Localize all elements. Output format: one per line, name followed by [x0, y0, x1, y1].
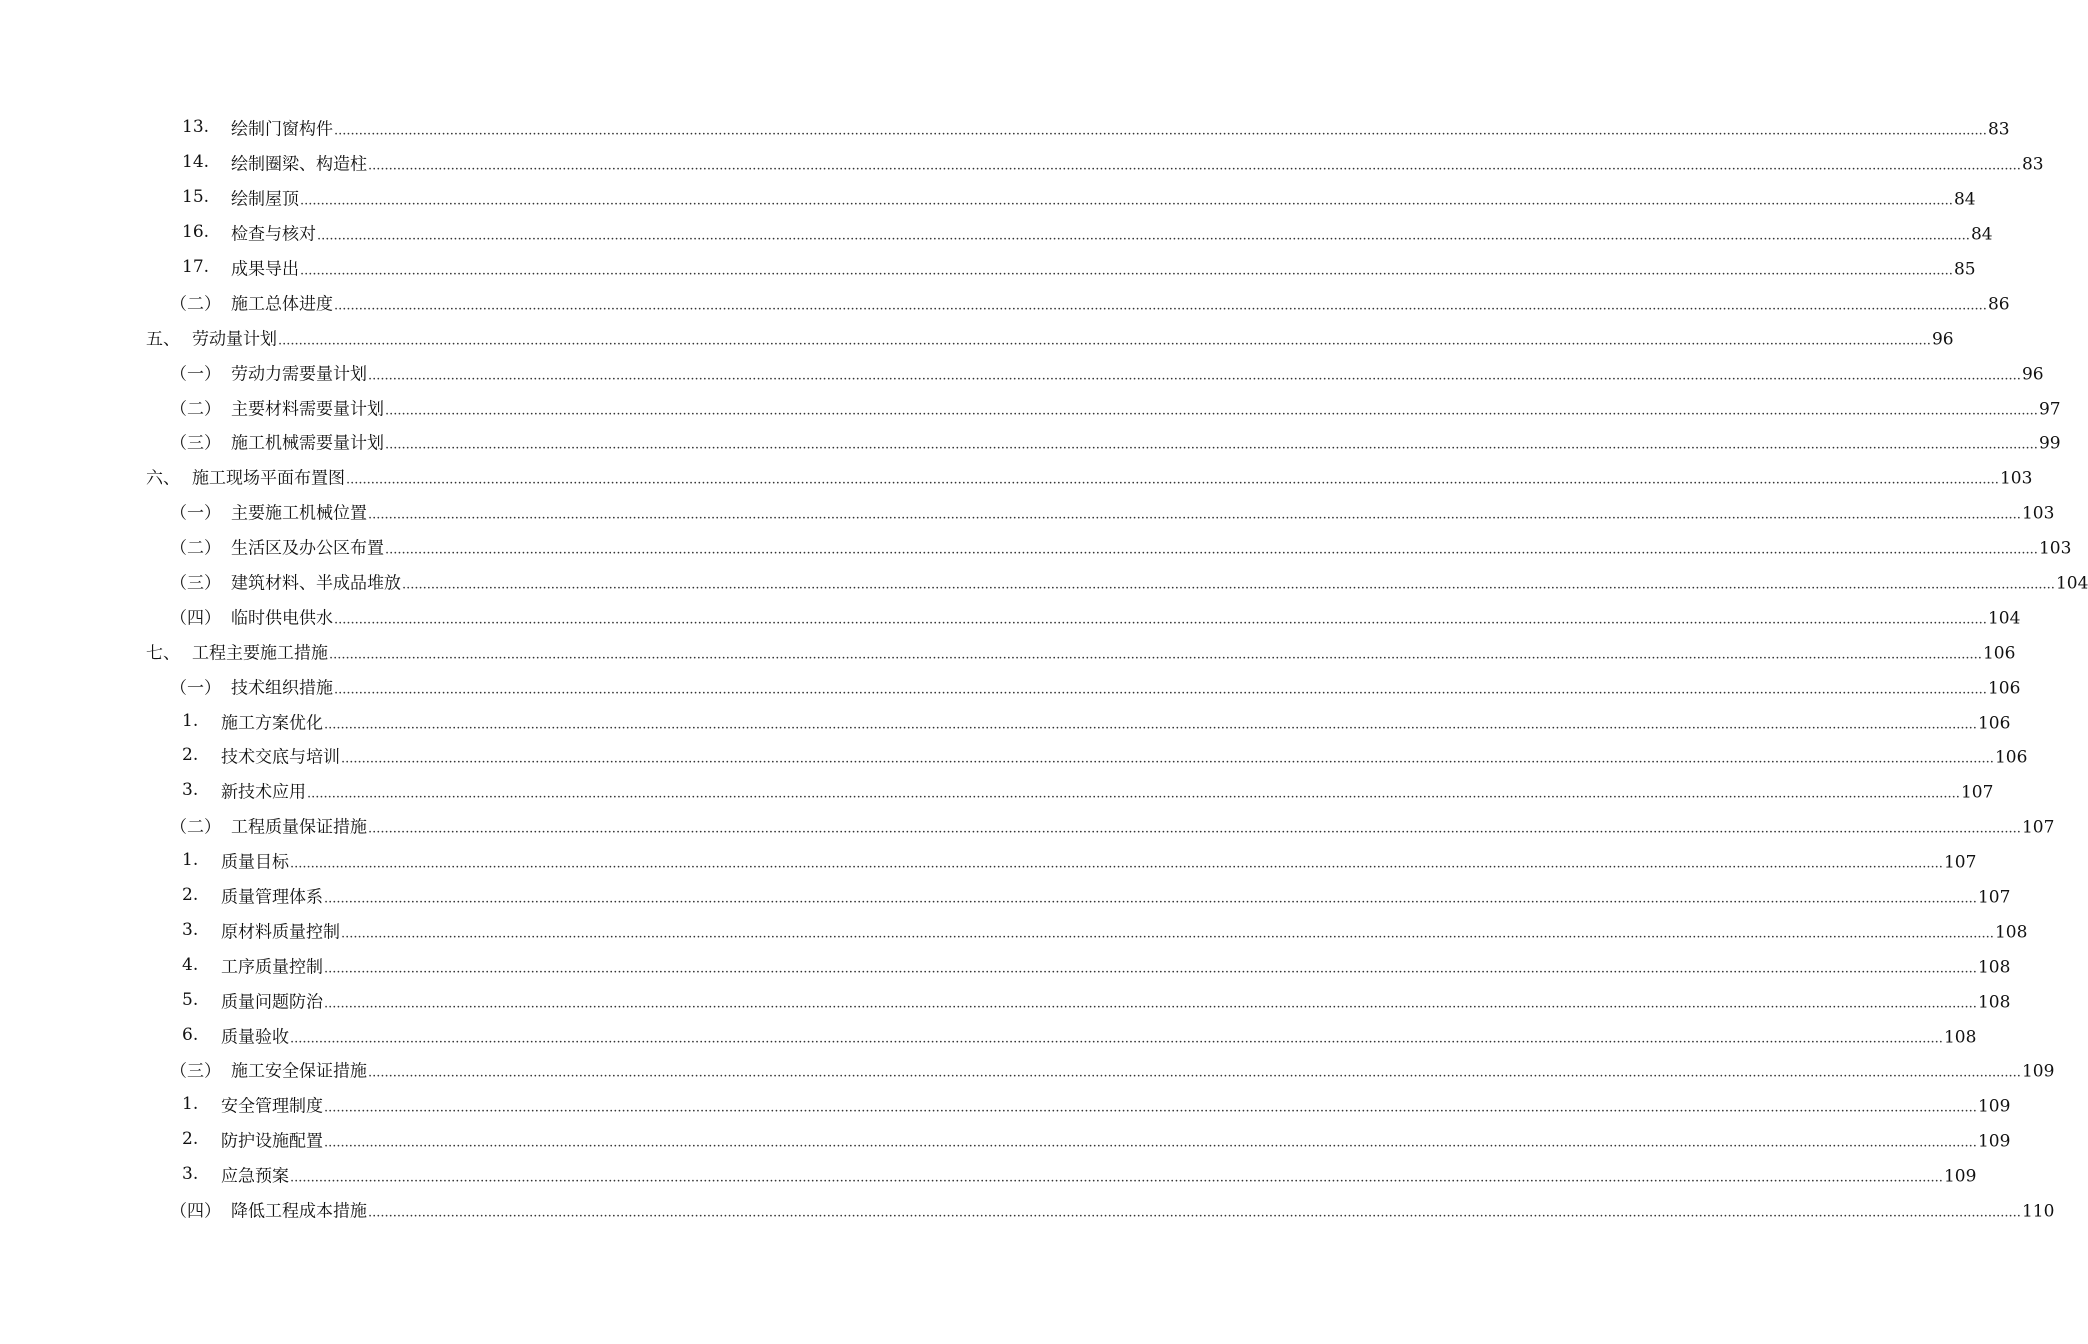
toc-entry-page-number: 84	[1953, 189, 1976, 210]
toc-entry-body	[221, 1022, 1977, 1048]
toc-entry-title: 防护设施配置	[221, 1131, 323, 1152]
toc-dot-leader: ................................................................................................................................................................................................................................................................................................................................................................................................................	[324, 996, 1977, 1012]
toc-entry-body	[221, 778, 1994, 803]
toc-entry-number: （三）	[170, 433, 221, 454]
toc-entry[interactable]	[0, 947, 2011, 982]
toc-entry-title: 工程主要施工措施	[192, 643, 328, 664]
toc-dot-leader: ................................................................................................................................................................................................................................................................................................................................................................................................................	[300, 263, 1953, 279]
toc-entry[interactable]	[0, 1192, 2055, 1227]
toc-entry-body	[221, 987, 2011, 1013]
toc-entry-number: （三）	[170, 573, 221, 594]
toc-entry-page-number: 85	[1953, 259, 1976, 280]
toc-entry-page-number: 107	[1960, 782, 1994, 803]
toc-entry-title: 检查与核对	[231, 224, 316, 245]
toc-entry-body	[221, 708, 2011, 734]
toc-entry-title: 建筑材料、半成品堆放	[231, 573, 401, 594]
toc-entry-number: 5.	[182, 989, 199, 1010]
toc-dot-leader: ................................................................................................................................................................................................................................................................................................................................................................................................................	[300, 193, 1953, 209]
table-of-contents	[0, 110, 2088, 1227]
toc-entry-title: 主要材料需要量计划	[231, 399, 384, 420]
toc-entry-body	[231, 429, 2061, 454]
toc-entry-body	[231, 115, 2010, 140]
toc-entry-body	[221, 743, 2028, 768]
toc-dot-leader: ................................................................................................................................................................................................................................................................................................................................................................................................................	[385, 437, 2038, 453]
toc-entry-body	[221, 848, 1977, 873]
toc-entry-page-number: 106	[1982, 643, 2016, 664]
toc-dot-leader: ................................................................................................................................................................................................................................................................................................................................................................................................................	[402, 577, 2055, 593]
toc-entry-number: 2.	[182, 885, 199, 906]
toc-entry-title: 应急预案	[221, 1166, 289, 1187]
toc-entry-body	[231, 255, 1976, 280]
toc-entry-page-number: 108	[1977, 957, 2011, 978]
toc-entry-page-number: 103	[1999, 468, 2033, 489]
toc-entry-page-number: 97	[2038, 399, 2061, 420]
toc-dot-leader: ................................................................................................................................................................................................................................................................................................................................................................................................................	[368, 158, 2021, 174]
toc-entry-body	[231, 1197, 2055, 1222]
toc-entry-page-number: 103	[2038, 538, 2072, 559]
toc-entry[interactable]	[0, 1017, 1977, 1052]
toc-entry[interactable]	[0, 738, 2028, 773]
toc-entry-title: 安全管理制度	[221, 1096, 323, 1117]
toc-entry-body	[221, 1127, 2011, 1152]
toc-entry-number: （一）	[170, 678, 221, 699]
toc-dot-leader: ................................................................................................................................................................................................................................................................................................................................................................................................................	[324, 891, 1977, 907]
toc-entry[interactable]	[0, 250, 1976, 285]
toc-entry-body	[231, 673, 2021, 699]
toc-entry[interactable]	[0, 1122, 2011, 1157]
toc-entry-number: （一）	[170, 503, 221, 524]
toc-entry-page-number: 99	[2038, 433, 2061, 454]
toc-entry-title: 质量管理体系	[221, 887, 323, 908]
toc-entry[interactable]	[0, 1052, 2055, 1087]
toc-entry[interactable]	[0, 878, 2011, 913]
toc-entry[interactable]	[0, 529, 2072, 564]
toc-entry[interactable]	[0, 459, 2033, 494]
toc-dot-leader: ................................................................................................................................................................................................................................................................................................................................................................................................................	[317, 228, 1970, 244]
toc-entry-number: 1.	[182, 850, 199, 871]
toc-entry-number: 五、	[146, 329, 180, 350]
toc-dot-leader: ................................................................................................................................................................................................................................................................................................................................................................................................................	[385, 542, 2038, 558]
toc-entry[interactable]	[0, 703, 2011, 738]
toc-entry-body	[231, 220, 1993, 245]
toc-entry[interactable]	[0, 912, 2028, 947]
toc-entry-number: （二）	[170, 294, 221, 315]
toc-entry-title: 工程质量保证措施	[231, 817, 367, 838]
toc-entry[interactable]	[0, 843, 1977, 878]
toc-entry-number: （四）	[170, 1201, 221, 1222]
toc-entry-body	[221, 952, 2011, 978]
toc-entry-title: 新技术应用	[221, 782, 306, 803]
toc-dot-leader: ................................................................................................................................................................................................................................................................................................................................................................................................................	[368, 1065, 2021, 1081]
toc-entry-title: 绘制圈梁、构造柱	[231, 154, 367, 175]
toc-dot-leader: ................................................................................................................................................................................................................................................................................................................................................................................................................	[385, 403, 2038, 419]
toc-entry-title: 技术交底与培训	[221, 747, 340, 768]
toc-entry[interactable]	[0, 598, 2021, 633]
toc-entry-number: 17.	[182, 257, 210, 277]
toc-entry-number: 6.	[182, 1024, 199, 1045]
toc-entry-title: 质量验收	[221, 1027, 289, 1048]
toc-entry-page-number: 103	[2021, 503, 2055, 524]
toc-dot-leader: ................................................................................................................................................................................................................................................................................................................................................................................................................	[324, 1135, 1977, 1151]
toc-entry-page-number: 83	[2021, 154, 2044, 175]
toc-entry-page-number: 106	[1994, 747, 2028, 768]
toc-dot-leader: ................................................................................................................................................................................................................................................................................................................................................................................................................	[368, 368, 2021, 384]
toc-dot-leader: ................................................................................................................................................................................................................................................................................................................................................................................................................	[334, 682, 1987, 698]
toc-entry-body	[221, 917, 2028, 943]
toc-entry-number: （二）	[170, 817, 221, 838]
toc-entry-number: 2.	[182, 745, 199, 766]
toc-entry[interactable]	[0, 284, 2010, 319]
toc-entry[interactable]	[0, 564, 2088, 599]
toc-entry-page-number: 109	[2021, 1061, 2055, 1082]
toc-entry-title: 施工现场平面布置图	[192, 468, 345, 489]
toc-entry-number: 七、	[146, 643, 180, 664]
toc-entry-body	[221, 1162, 1977, 1187]
toc-dot-leader: ................................................................................................................................................................................................................................................................................................................................................................................................................	[341, 751, 1994, 767]
toc-entry-number: （一）	[170, 364, 221, 385]
toc-entry[interactable]	[0, 424, 2061, 459]
toc-entry-body	[231, 359, 2044, 385]
toc-dot-leader: ................................................................................................................................................................................................................................................................................................................................................................................................................	[334, 123, 1987, 139]
toc-entry-number: （三）	[170, 1061, 221, 1082]
toc-entry-body	[192, 324, 1954, 350]
toc-entry-title: 劳动力需要量计划	[231, 364, 367, 385]
toc-entry-page-number: 108	[1994, 922, 2028, 943]
toc-entry-page-number: 107	[1943, 852, 1977, 873]
toc-entry-number: 1.	[182, 1094, 199, 1115]
toc-entry-body	[192, 464, 2033, 489]
toc-dot-leader: ................................................................................................................................................................................................................................................................................................................................................................................................................	[368, 821, 2021, 837]
toc-entry[interactable]	[0, 982, 2011, 1017]
toc-entry-body	[231, 534, 2072, 559]
toc-entry-title: 降低工程成本措施	[231, 1201, 367, 1222]
toc-entry-page-number: 104	[1987, 608, 2021, 629]
toc-dot-leader: ................................................................................................................................................................................................................................................................................................................................................................................................................	[324, 1100, 1977, 1116]
toc-dot-leader: ................................................................................................................................................................................................................................................................................................................................................................................................................	[368, 1205, 2021, 1221]
toc-entry-title: 生活区及办公区布置	[231, 538, 384, 559]
toc-entry[interactable]	[0, 1087, 2011, 1122]
toc-entry-number: 14.	[182, 152, 210, 173]
toc-entry[interactable]	[0, 110, 2010, 145]
toc-entry-page-number: 107	[2021, 817, 2055, 838]
toc-entry-body	[231, 813, 2055, 838]
toc-entry-number: 3.	[182, 919, 199, 940]
toc-entry-body	[231, 603, 2021, 629]
toc-dot-leader: ................................................................................................................................................................................................................................................................................................................................................................................................................	[278, 333, 1931, 349]
toc-entry-number: 六、	[146, 468, 180, 489]
toc-entry-number: （二）	[170, 399, 221, 420]
toc-entry-page-number: 84	[1970, 224, 1993, 245]
toc-entry-body	[231, 1057, 2055, 1082]
toc-entry-body	[192, 638, 2016, 664]
toc-entry[interactable]	[0, 215, 1993, 250]
toc-dot-leader: ................................................................................................................................................................................................................................................................................................................................................................................................................	[307, 786, 1960, 802]
toc-entry-body	[231, 394, 2061, 420]
toc-entry-body	[231, 150, 2044, 175]
toc-entry-title: 施工方案优化	[221, 713, 323, 734]
toc-entry-title: 绘制屋顶	[231, 189, 299, 210]
toc-entry-number: （四）	[170, 608, 221, 629]
toc-entry-body	[231, 499, 2055, 524]
toc-entry-number: 13.	[182, 117, 210, 138]
toc-entry-page-number: 96	[1931, 329, 1954, 350]
toc-entry[interactable]	[0, 668, 2021, 703]
toc-entry-page-number: 109	[1943, 1166, 1977, 1187]
toc-entry-title: 绘制门窗构件	[231, 119, 333, 140]
toc-entry-number: 3.	[182, 780, 199, 801]
toc-entry[interactable]	[0, 494, 2055, 529]
toc-entry-title: 主要施工机械位置	[231, 503, 367, 524]
toc-entry-page-number: 109	[1977, 1096, 2011, 1117]
toc-entry-number: 2.	[182, 1129, 199, 1150]
toc-entry-title: 施工总体进度	[231, 294, 333, 315]
toc-entry[interactable]	[0, 633, 2016, 668]
toc-entry-number: 1.	[182, 710, 199, 731]
toc-entry[interactable]	[0, 773, 1994, 808]
toc-entry-title: 质量问题防治	[221, 992, 323, 1013]
toc-entry-title: 成果导出	[231, 259, 299, 280]
toc-entry-title: 工序质量控制	[221, 957, 323, 978]
toc-dot-leader: ................................................................................................................................................................................................................................................................................................................................................................................................................	[324, 717, 1977, 733]
toc-entry[interactable]	[0, 354, 2044, 389]
toc-entry-page-number: 108	[1943, 1027, 1977, 1048]
toc-entry-body	[231, 569, 2088, 594]
toc-entry-title: 施工安全保证措施	[231, 1061, 367, 1082]
toc-dot-leader: ................................................................................................................................................................................................................................................................................................................................................................................................................	[290, 1031, 1943, 1047]
toc-dot-leader: ................................................................................................................................................................................................................................................................................................................................................................................................................	[290, 1170, 1943, 1186]
toc-entry-body	[231, 289, 2010, 315]
toc-entry-number: 16.	[182, 222, 210, 243]
toc-entry-page-number: 108	[1977, 992, 2011, 1013]
toc-dot-leader: ................................................................................................................................................................................................................................................................................................................................................................................................................	[346, 472, 1999, 488]
toc-dot-leader: ................................................................................................................................................................................................................................................................................................................................................................................................................	[341, 926, 1994, 942]
toc-entry-title: 原材料质量控制	[221, 922, 340, 943]
toc-entry-page-number: 107	[1977, 887, 2011, 908]
toc-entry-page-number: 83	[1987, 119, 2010, 140]
toc-entry[interactable]	[0, 1157, 1977, 1192]
toc-dot-leader: ................................................................................................................................................................................................................................................................................................................................................................................................................	[324, 961, 1977, 977]
toc-entry-page-number: 110	[2021, 1201, 2055, 1222]
toc-entry[interactable]	[0, 319, 1954, 354]
toc-dot-leader: ................................................................................................................................................................................................................................................................................................................................................................................................................	[329, 647, 1982, 663]
toc-dot-leader: ................................................................................................................................................................................................................................................................................................................................................................................................................	[334, 612, 1987, 628]
toc-entry-page-number: 109	[1977, 1131, 2011, 1152]
toc-entry[interactable]	[0, 180, 1976, 215]
toc-entry-page-number: 106	[1977, 713, 2011, 734]
toc-entry-title: 临时供电供水	[231, 608, 333, 629]
toc-entry[interactable]	[0, 145, 2044, 180]
toc-entry-page-number: 96	[2021, 364, 2044, 385]
toc-entry-number: （二）	[170, 538, 221, 559]
toc-entry-body	[221, 883, 2011, 908]
toc-entry-body	[231, 185, 1976, 210]
toc-entry-number: 3.	[182, 1164, 199, 1185]
toc-entry-title: 质量目标	[221, 852, 289, 873]
toc-entry[interactable]	[0, 389, 2061, 424]
toc-dot-leader: ................................................................................................................................................................................................................................................................................................................................................................................................................	[368, 507, 2021, 523]
toc-entry-page-number: 104	[2055, 573, 2088, 594]
toc-dot-leader: ................................................................................................................................................................................................................................................................................................................................................................................................................	[334, 298, 1987, 314]
toc-entry-page-number: 86	[1987, 294, 2010, 315]
toc-entry-body	[221, 1092, 2011, 1117]
toc-entry-title: 技术组织措施	[231, 678, 333, 699]
toc-entry-number: 4.	[182, 954, 199, 975]
toc-entry-number: 15.	[182, 187, 210, 208]
toc-dot-leader: ................................................................................................................................................................................................................................................................................................................................................................................................................	[290, 856, 1943, 872]
toc-entry[interactable]	[0, 808, 2055, 843]
toc-entry-title: 劳动量计划	[192, 329, 277, 350]
toc-entry-page-number: 106	[1987, 678, 2021, 699]
toc-entry-title: 施工机械需要量计划	[231, 433, 384, 454]
